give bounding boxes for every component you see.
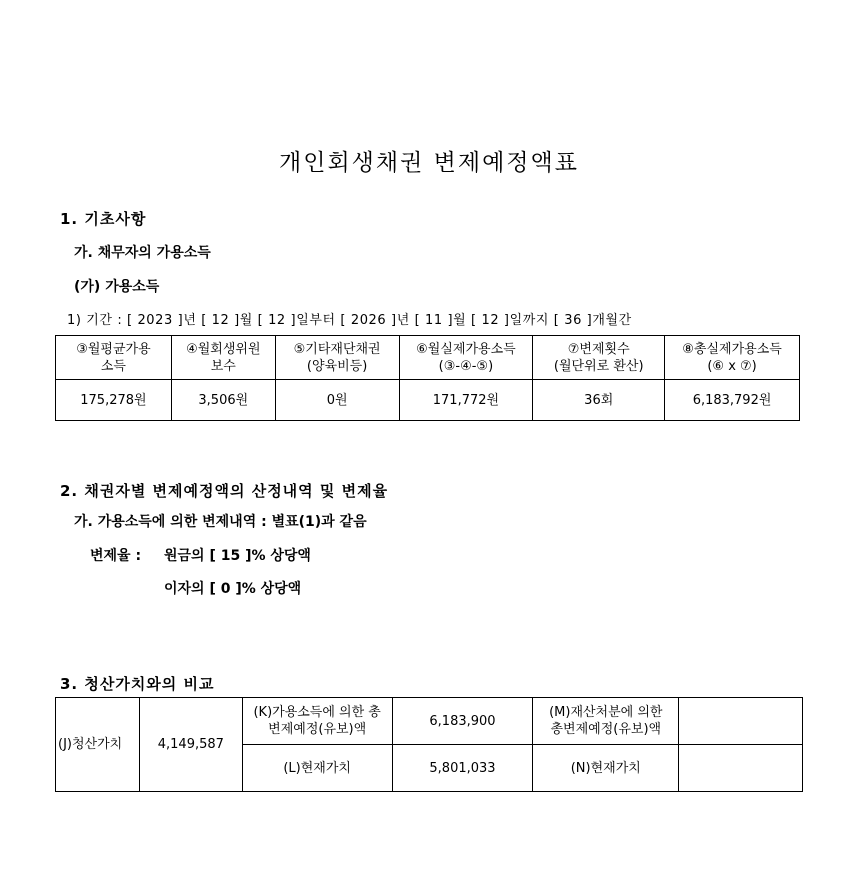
value-cell: 36회 <box>533 380 665 421</box>
income-table <box>55 335 800 421</box>
j-value-cell: 4,149,587 <box>139 698 242 792</box>
k-value-cell: 6,183,900 <box>392 698 533 745</box>
m-value-cell <box>679 698 803 745</box>
header-cell: ⑧총실제가용소득 (⑥ x ⑦) <box>665 336 800 380</box>
value-cell: 3,506원 <box>171 380 275 421</box>
liquidation-table <box>55 697 803 792</box>
interest-rate-text: 이자의 [ 0 ]% 상당액 <box>164 581 302 597</box>
header-cell: ⑦변제횟수 (월단위로 환산) <box>533 336 665 380</box>
section3-heading: 3. 청산가치와의 비교 <box>60 675 215 693</box>
k-label-cell: (K)가용소득에 의한 총 변제예정(유보)액 <box>242 698 392 745</box>
income-table-header-row <box>56 336 800 380</box>
value-cell: 175,278원 <box>56 380 172 421</box>
l-value-cell: 5,801,033 <box>392 745 533 792</box>
header-cell: ④월회생위원 보수 <box>171 336 275 380</box>
header-cell: ⑥월실제가용소득 (③-④-⑤) <box>399 336 533 380</box>
principal-rate-text: 원금의 [ 15 ]% 상당액 <box>164 548 311 564</box>
header-cell: ③월평균가용 소득 <box>56 336 172 380</box>
page-title: 개인회생채권 변제예정액표 <box>279 150 579 176</box>
section1-subheading-gaga: (가) 가용소득 <box>74 279 160 295</box>
liquidation-row-1 <box>56 698 803 745</box>
value-cell: 6,183,792원 <box>665 380 800 421</box>
m-label-cell: (M)재산처분에 의한 총변제예정(유보)액 <box>533 698 679 745</box>
l-label-cell: (L)현재가치 <box>242 745 392 792</box>
n-value-cell <box>679 745 803 792</box>
section1-heading: 1. 기초사항 <box>60 210 147 228</box>
header-cell: ⑤기타재단채권 (양육비등) <box>275 336 399 380</box>
j-label-cell: (J)청산가치 <box>56 698 140 792</box>
value-cell: 0원 <box>275 380 399 421</box>
income-table-value-row <box>56 380 800 421</box>
section2-heading: 2. 채권자별 변제예정액의 산정내역 및 변제율 <box>60 482 389 500</box>
section2-subheading-ga: 가. 가용소득에 의한 변제내역 : 별표(1)과 같음 <box>74 514 367 530</box>
n-label-cell: (N)현재가치 <box>533 745 679 792</box>
value-cell: 171,772원 <box>399 380 533 421</box>
section1-subheading-ga: 가. 채무자의 가용소득 <box>74 245 211 261</box>
period-line: 1) 기간 : [ 2023 ]년 [ 12 ]월 [ 12 ]일부터 [ 2026 ]년 [ 11 ]월 [ 12 ]일까지 [ 36 ]개월간 <box>67 313 632 328</box>
repayment-rate-label: 변제율 : <box>90 548 142 564</box>
